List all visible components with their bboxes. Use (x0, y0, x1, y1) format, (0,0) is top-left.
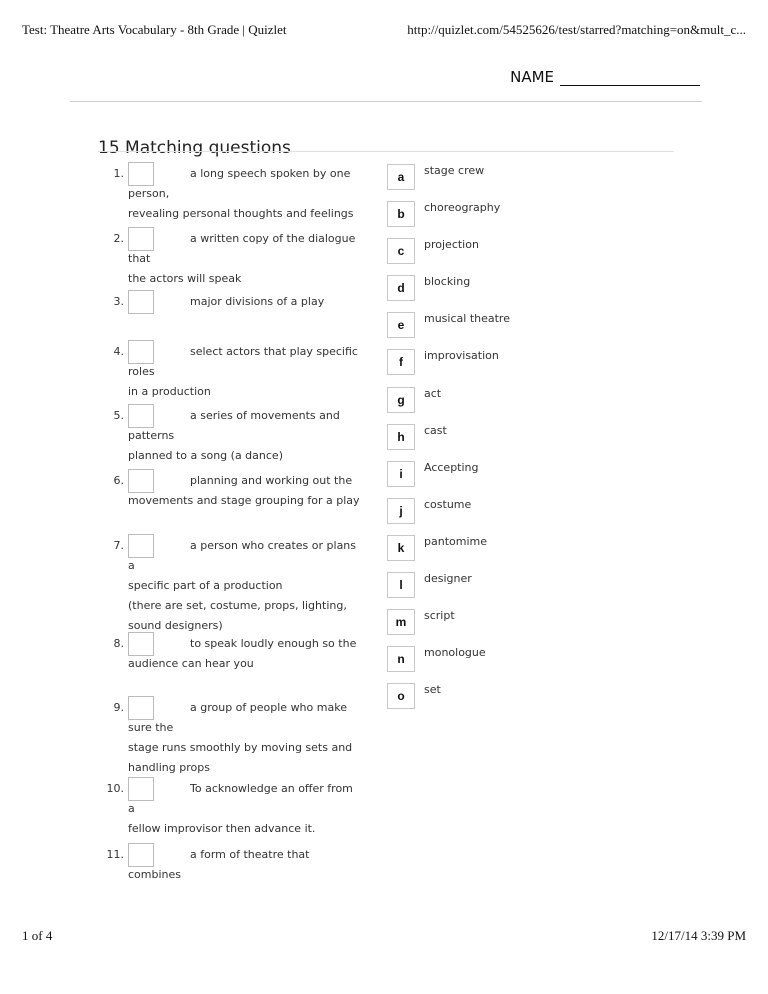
name-blank-line[interactable] (560, 71, 700, 86)
question-item (100, 536, 360, 636)
question-number: 7. (113, 539, 124, 552)
answer-box[interactable] (128, 340, 154, 364)
question-number: 1. (113, 167, 124, 180)
question-number: 10. (106, 782, 124, 795)
question-number: 5. (113, 409, 124, 422)
option-letter: b (387, 201, 415, 227)
question-item (100, 164, 360, 224)
question-item (100, 342, 360, 402)
question-text: to speak loudly enough so the audience can hear you (128, 637, 357, 670)
question-number: 11. (106, 848, 124, 861)
question-item (100, 229, 360, 289)
question-number: 8. (113, 637, 124, 650)
question-item (100, 698, 360, 778)
option-text: choreography (424, 201, 501, 214)
answer-box[interactable] (128, 404, 154, 428)
option-text: cast (424, 424, 447, 437)
option-text: musical theatre (424, 312, 510, 325)
option-text: stage crew (424, 164, 485, 177)
option-letter: e (387, 312, 415, 338)
name-field (510, 68, 700, 86)
question-text: To acknowledge an offer from a fellow improvisor then advance it. (128, 782, 353, 835)
option-letter: i (387, 461, 415, 487)
question-text: major divisions of a play (190, 295, 325, 308)
question-item (100, 406, 360, 466)
option-text: blocking (424, 275, 471, 288)
option-letter: d (387, 275, 415, 301)
option-letter: a (387, 164, 415, 190)
option-letter: m (387, 609, 415, 635)
question-text: a group of people who make sure the stage runs smoothly by moving sets and handling props (128, 701, 353, 774)
header-divider (70, 101, 702, 102)
question-item (100, 292, 360, 312)
question-text: a person who creates or plans a specific part of a production (there are set, costume, props, lighting, sound designers) (128, 539, 357, 632)
print-datetime: 12/17/14 3:39 PM (651, 928, 746, 943)
answer-box[interactable] (128, 469, 154, 493)
answer-box[interactable] (128, 227, 154, 251)
question-text: select actors that play specific roles in a production (128, 345, 358, 398)
option-letter: k (387, 535, 415, 561)
name-label: NAME (510, 68, 554, 86)
question-number: 3. (113, 295, 124, 308)
question-text: a series of movements and patterns planned to a song (a dance) (128, 409, 340, 462)
question-item (100, 779, 360, 839)
question-number: 6. (113, 474, 124, 487)
question-item (100, 845, 360, 885)
question-number: 9. (113, 701, 124, 714)
question-text: a long speech spoken by one person, revealing personal thoughts and feelings (128, 167, 354, 220)
option-text: monologue (424, 646, 486, 659)
section-divider (98, 151, 674, 152)
question-number: 4. (113, 345, 124, 358)
answer-box[interactable] (128, 534, 154, 558)
answer-box[interactable] (128, 162, 154, 186)
page-counter: 1 of 4 (22, 928, 53, 943)
option-letter: g (387, 387, 415, 413)
option-letter: l (387, 572, 415, 598)
question-text: planning and working out the movements and stage grouping for a play (128, 474, 360, 507)
option-text: improvisation (424, 349, 499, 362)
option-letter: h (387, 424, 415, 450)
option-letter: c (387, 238, 415, 264)
question-item (100, 634, 360, 674)
option-text: projection (424, 238, 479, 251)
question-item (100, 471, 360, 511)
option-letter: j (387, 498, 415, 524)
option-text: designer (424, 572, 472, 585)
answer-box[interactable] (128, 290, 154, 314)
question-text: a form of theatre that combines (128, 848, 313, 881)
section-title: 15 Matching questions (98, 138, 291, 159)
option-text: Accepting (424, 461, 479, 474)
question-text: a written copy of the dialogue that the actors will speak (128, 232, 356, 285)
answer-box[interactable] (128, 777, 154, 801)
option-text: script (424, 609, 455, 622)
print-header-url: http://quizlet.com/54525626/test/starred?matching=on&mult_c... (407, 22, 746, 37)
answer-box[interactable] (128, 696, 154, 720)
option-letter: o (387, 683, 415, 709)
option-text: set (424, 683, 441, 696)
option-text: pantomime (424, 535, 487, 548)
option-text: costume (424, 498, 472, 511)
option-text: act (424, 387, 442, 400)
question-number: 2. (113, 232, 124, 245)
answer-box[interactable] (128, 632, 154, 656)
print-header-title: Test: Theatre Arts Vocabulary - 8th Grade | Quizlet (22, 22, 287, 37)
option-letter: f (387, 349, 415, 375)
option-letter: n (387, 646, 415, 672)
answer-box[interactable] (128, 843, 154, 867)
